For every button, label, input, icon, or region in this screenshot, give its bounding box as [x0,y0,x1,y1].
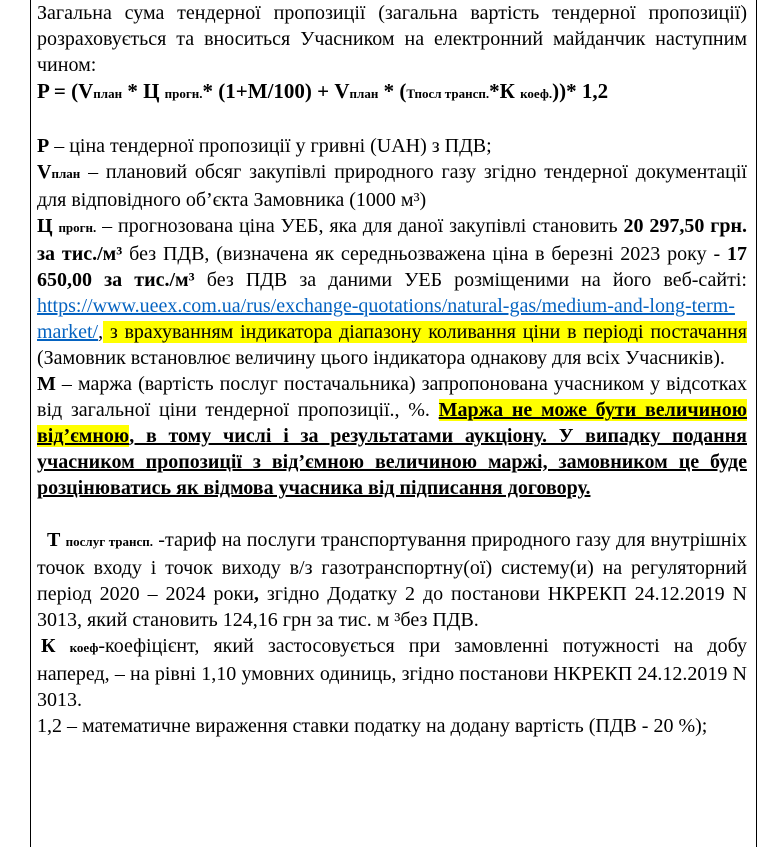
v-definition: Vплан – плановий обсяг закупівлі природного газу згідно тендерної документації для відповідного об’єкта Замовника (1000 м³) [37,161,747,211]
highlight-margin: Маржа не може бути величиною від’ємною [37,399,747,447]
spacer [37,501,747,527]
highlight-indicator: з врахуванням індикатора діапазону коливання ціни в періоді постачання [103,321,747,343]
ueex-link[interactable]: https://www.ueex.com.ua/rus/exchange-quotations/natural-gas/medium-and-long-term-market/ [37,295,735,343]
intro-paragraph: Загальна сума тендерної пропозиції (загальна вартість тендерної пропозиції) розраховується та вноситься Учасником на електронний майданчик наступним чином: [37,2,747,76]
c-definition: Ц прогн. – прогнозована ціна УЕБ, яка для даної закупівлі становить 20 297,50 грн. за тис./м³ без ПДВ, (визначена як середньозважена ціна в березні 2023 року - 17 650,00 за тис./м³ без ПДВ за даними УЕБ розміщеними на його веб-сайті: https://www.ueex.com.ua/rus/exchange-quotations/natural-gas/medium-and-long-term-market/, з врахуванням індикатора діапазону коливання ціни в періоді постачання (Замовник встановлює величину цього індикатора однакову для всіх Учасників). [37,215,748,369]
left-margin-line [30,0,31,847]
right-margin-line [756,0,757,847]
vat-definition: 1,2 – математичне вираження ставки податку на додану вартість (ПДВ - 20 %); [37,715,708,737]
m-definition: М – маржа (вартість послуг постачальника) запропонована учасником у відсотках від загальної ціни тендерної пропозиції., %. Маржа не може бути величиною від’ємною, в тому числі і за результатами аукціону. У випадку подання учасником пропозиції з від’ємною величиною маржі, замовником це буде розцінюватись як відмова учасника від підписання договору. [37,373,747,499]
p-definition: Р – ціна тендерної пропозиції у гривні (UAH) з ПДВ; [37,135,492,157]
formula: P = (Vплан * Ц прогн.* (1+М/100) + Vплан * (Тпосл трансп.*К коеф.))* 1,2 [37,79,609,103]
document-body [37,0,747,739]
t-definition: Т послуг трансп. -тариф на послуги транспортування природного газу для внутрішніх точок входу і точок виходу в/з газотранспортну(ої) систему(и) на регуляторний період 2020 – 2024 роки, згідно Додатку 2 до постанови НКРЕКП 24.12.2019 N 3013, який становить 124,16 грн за тис. м ³без ПДВ. [37,529,747,631]
k-definition: К коеф-коефіцієнт, який застосовується при замовленні потужності на добу наперед, – на рівні 1,10 умовних одиниць, згідно постанови НКРЕКП 24.12.2019 N 3013. [37,635,747,711]
spacer [37,107,747,133]
